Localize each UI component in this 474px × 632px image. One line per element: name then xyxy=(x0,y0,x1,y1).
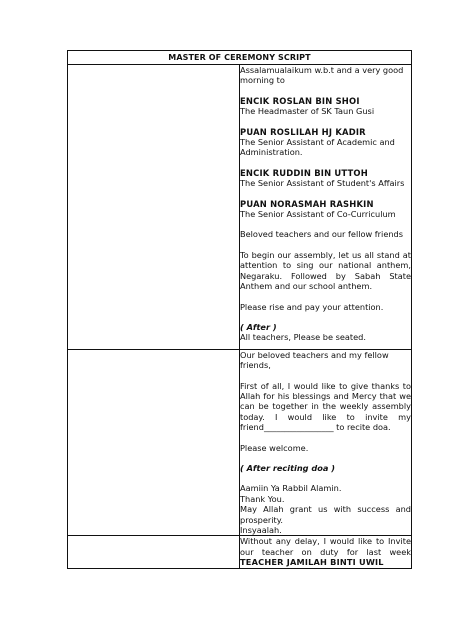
thank-you-text: Thank You. xyxy=(240,493,285,504)
table-row xyxy=(68,349,412,536)
guest-name: ENCIK ROSLAN BIN SHOI xyxy=(240,95,360,106)
guest-title: The Headmaster of SK Taun Gusi xyxy=(240,106,375,117)
header-row xyxy=(68,51,412,65)
empty-cell xyxy=(68,65,240,350)
may-allah-text: May Allah grant us with success and prosperity. xyxy=(240,504,411,525)
after-doa-cue: ( After reciting doa ) xyxy=(240,462,335,473)
guest-name: PUAN ROSLILAH HJ KADIR xyxy=(240,126,366,137)
empty-cell xyxy=(68,536,240,568)
beloved-text: Beloved teachers and our fellow friends xyxy=(240,229,404,240)
intro-text: Our beloved teachers and my fellow friends, xyxy=(240,349,389,371)
invite-text xyxy=(240,536,411,567)
greeting-text: Assalamualaikum w.b.t and a very good morning to xyxy=(240,65,404,86)
after-cue: ( After ) xyxy=(240,321,277,332)
rise-text: Please rise and pay your attention. xyxy=(240,301,384,312)
guest-title: The Senior Assistant of Student's Affairs xyxy=(240,178,405,189)
table-row xyxy=(68,65,412,350)
seated-text: All teachers, Please be seated. xyxy=(240,332,366,343)
guest-title: The Senior Assistant of Co-Curriculum xyxy=(240,209,396,220)
table-row xyxy=(68,536,412,568)
teacher-name: TEACHER JAMILAH BINTI UWIL xyxy=(240,557,384,568)
script-cell-opening xyxy=(240,65,412,350)
guest-title: The Senior Assistant of Academic and Administration. xyxy=(240,137,395,158)
ceremony-script-table xyxy=(67,50,412,569)
empty-cell xyxy=(68,349,240,536)
script-cell-doa xyxy=(240,349,412,536)
insyaalah-text: Insyaalah. xyxy=(240,525,282,535)
welcome-text: Please welcome. xyxy=(240,442,309,453)
guest-name: PUAN NORASMAH RASHKIN xyxy=(240,198,374,209)
invite-sentence: Without any delay, I would like to Invite our teacher on duty for last week xyxy=(240,536,411,557)
thanks-text: First of all, I would like to give thanks to Allah for his blessings and Mercy that we can be together in the weekly assembly today. I would like to invite my friend_________________ to recite doa. xyxy=(240,380,411,433)
guest-name: ENCIK RUDDIN BIN UTTOH xyxy=(240,167,368,178)
anthem-text: To begin our assembly, let us all stand at attention to sing our national anthem, Negaraku. Followed by Sabah State Anthem and our school anthem. xyxy=(240,249,411,292)
table-header: MASTER OF CEREMONY SCRIPT xyxy=(68,51,412,65)
script-cell-invite xyxy=(240,536,412,568)
amiin-text: Aamiin Ya Rabbil Alamin. xyxy=(240,483,342,494)
